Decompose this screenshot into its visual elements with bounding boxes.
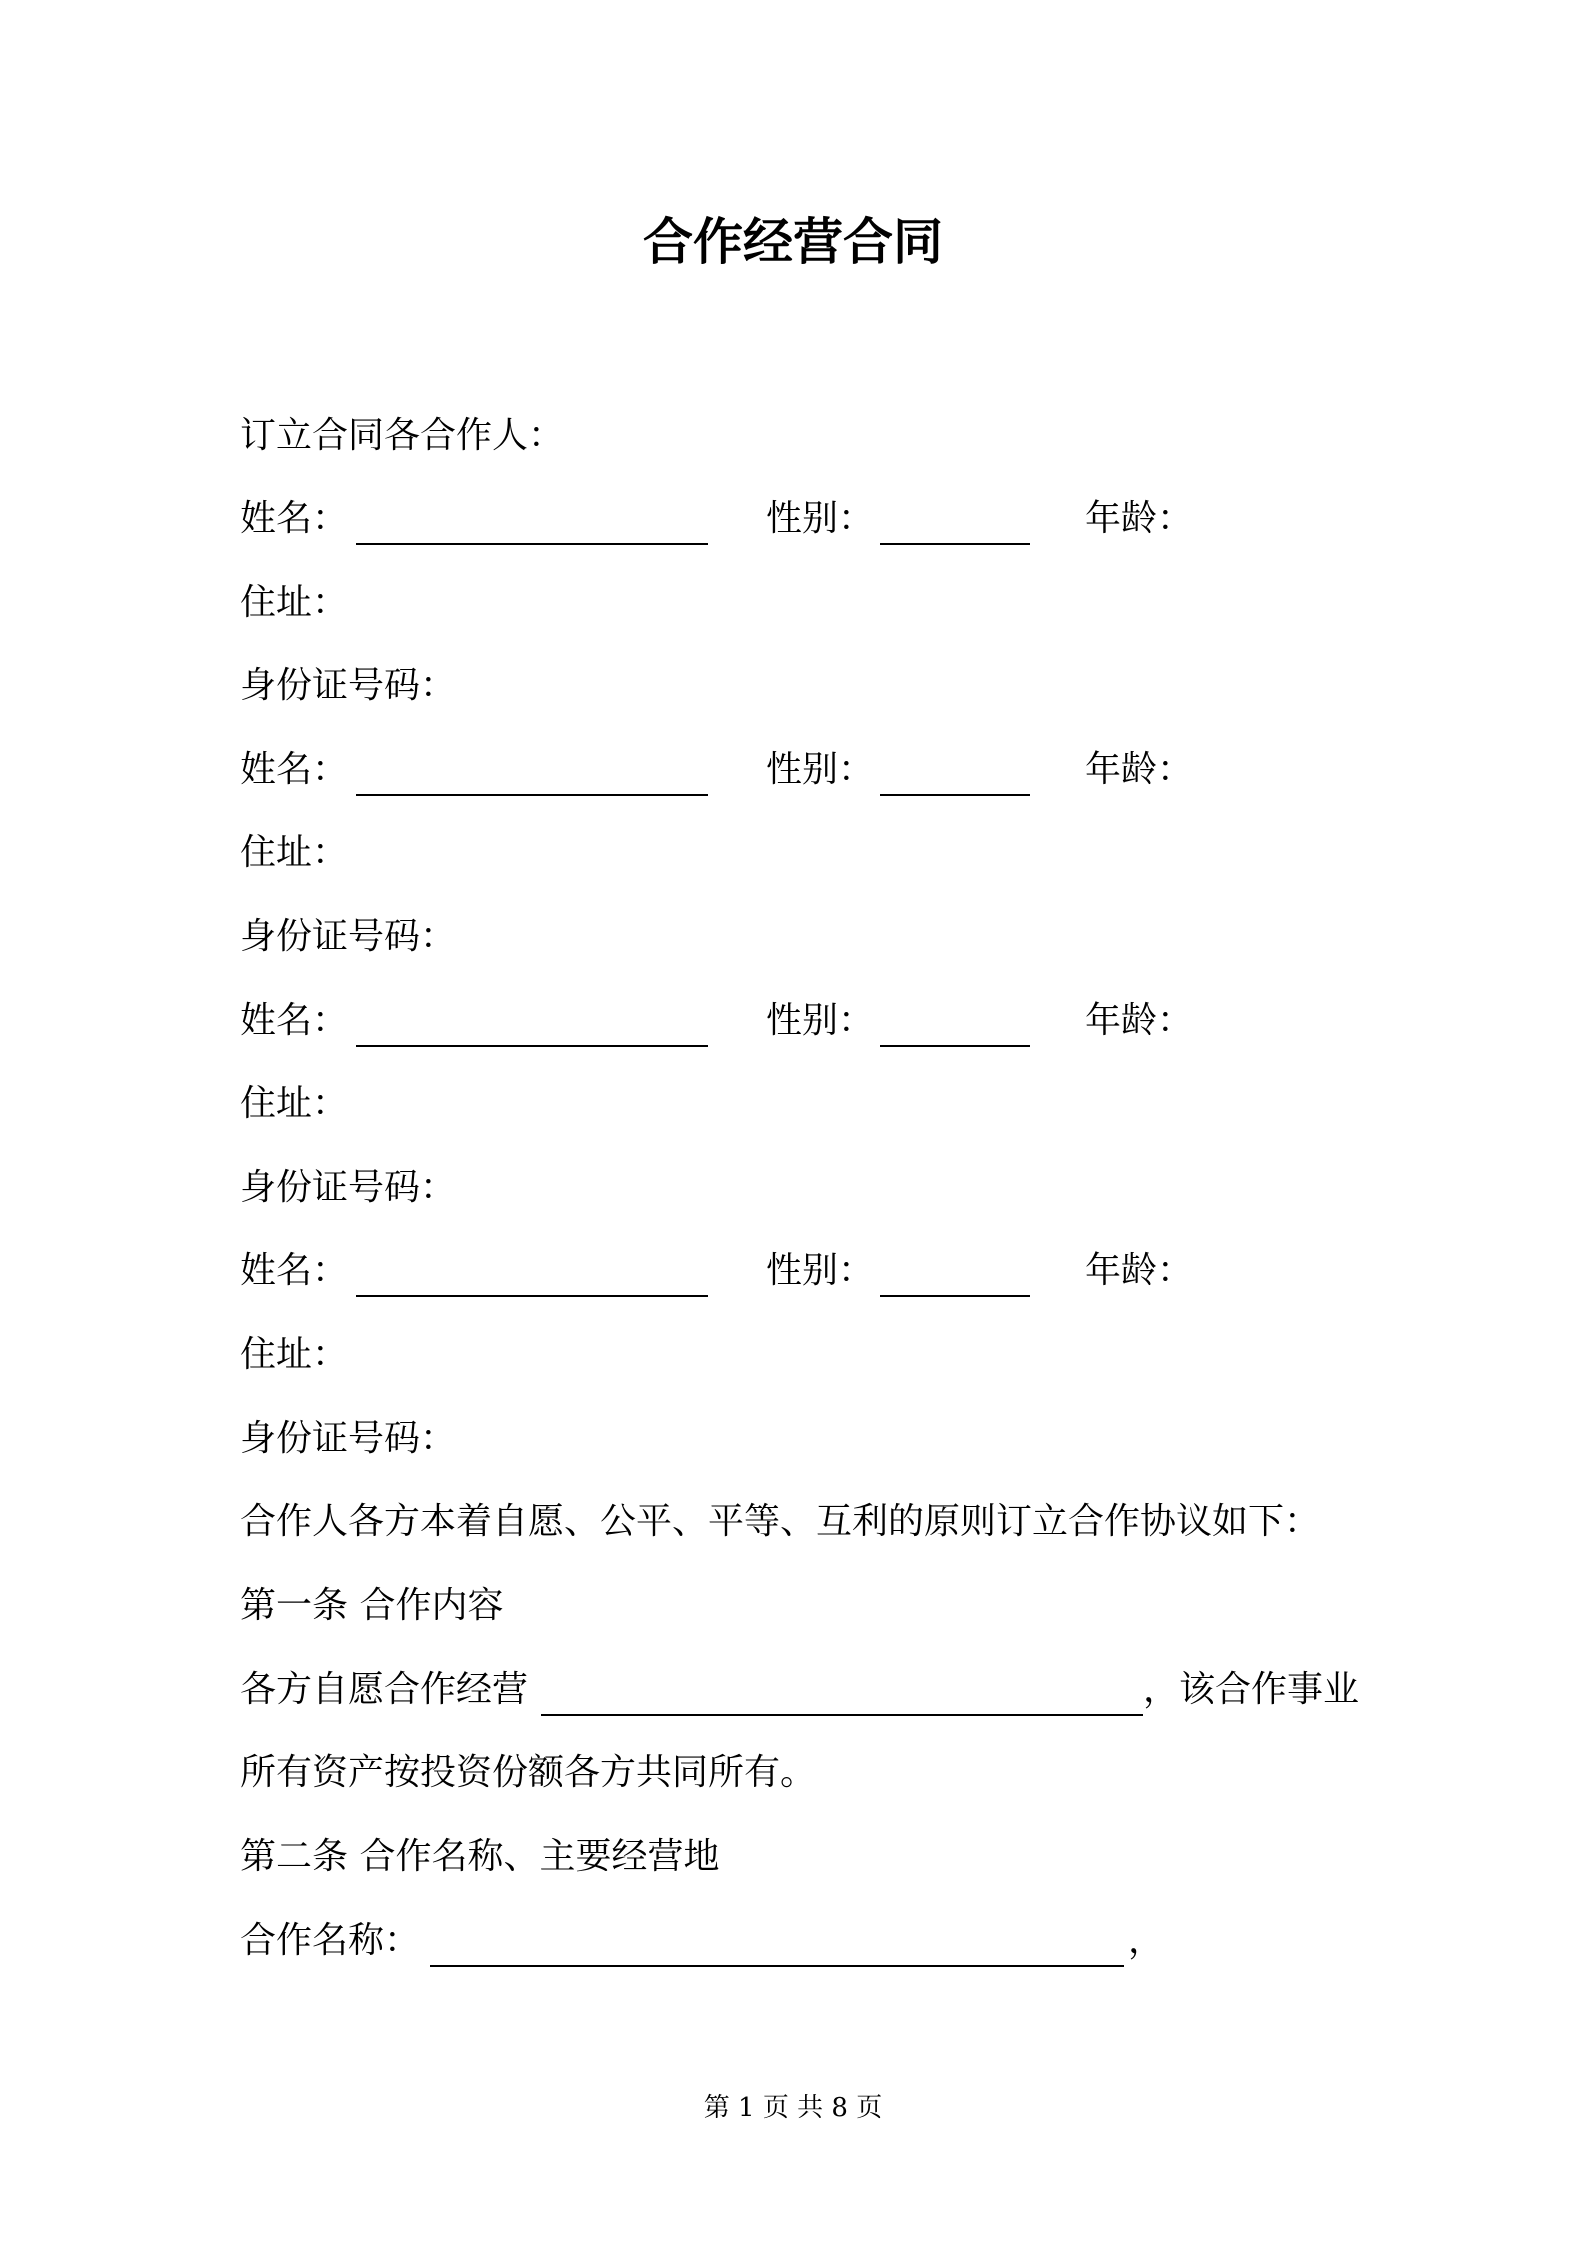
name-blank[interactable] [356, 794, 708, 796]
name-blank[interactable] [356, 543, 708, 545]
name-label: 姓名： [240, 749, 349, 790]
gender-blank[interactable] [880, 794, 1030, 796]
id-number-label: 身份证号码： [240, 665, 457, 706]
partnership-name-suffix: ， [1128, 1920, 1165, 1961]
intro-text: 订立合同各合作人： [240, 415, 565, 456]
document-title: 合作经营合同 [643, 213, 943, 271]
name-label: 姓名： [240, 1250, 349, 1291]
gender-blank[interactable] [880, 1045, 1030, 1047]
id-number-label: 身份证号码： [240, 1167, 457, 1208]
address-label: 住址： [240, 832, 349, 873]
article-1-line2: 所有资产按投资份额各方共同所有。 [240, 1752, 817, 1793]
gender-blank[interactable] [880, 543, 1030, 545]
gender-label: 性别： [766, 749, 875, 790]
partnership-name-blank[interactable] [430, 1965, 1124, 1967]
article-2-heading: 第二条 合作名称、主要经营地 [240, 1836, 720, 1877]
age-label: 年龄： [1085, 1250, 1194, 1291]
name-label: 姓名： [240, 1000, 349, 1041]
gender-label: 性别： [766, 498, 875, 539]
address-label: 住址： [240, 1334, 349, 1375]
address-label: 住址： [240, 1083, 349, 1124]
name-label: 姓名： [240, 498, 349, 539]
name-blank[interactable] [356, 1295, 708, 1297]
article-1-heading: 第一条 合作内容 [240, 1585, 504, 1626]
article-1-line1-suffix: ，该合作事业 [1143, 1669, 1360, 1710]
address-label: 住址： [240, 582, 349, 623]
principle-text: 合作人各方本着自愿、公平、平等、互利的原则订立合作协议如下： [240, 1501, 1321, 1542]
gender-blank[interactable] [880, 1295, 1030, 1297]
page-number: 第 1 页 共 8 页 [703, 2093, 883, 2123]
id-number-label: 身份证号码： [240, 1418, 457, 1459]
business-scope-blank[interactable] [541, 1714, 1143, 1716]
partnership-name-label: 合作名称： [240, 1920, 421, 1961]
age-label: 年龄： [1085, 498, 1194, 539]
article-1-line1-prefix: 各方自愿合作经营 [240, 1669, 529, 1710]
age-label: 年龄： [1085, 1000, 1194, 1041]
id-number-label: 身份证号码： [240, 916, 457, 957]
name-blank[interactable] [356, 1045, 708, 1047]
gender-label: 性别： [766, 1250, 875, 1291]
age-label: 年龄： [1085, 749, 1194, 790]
gender-label: 性别： [766, 1000, 875, 1041]
